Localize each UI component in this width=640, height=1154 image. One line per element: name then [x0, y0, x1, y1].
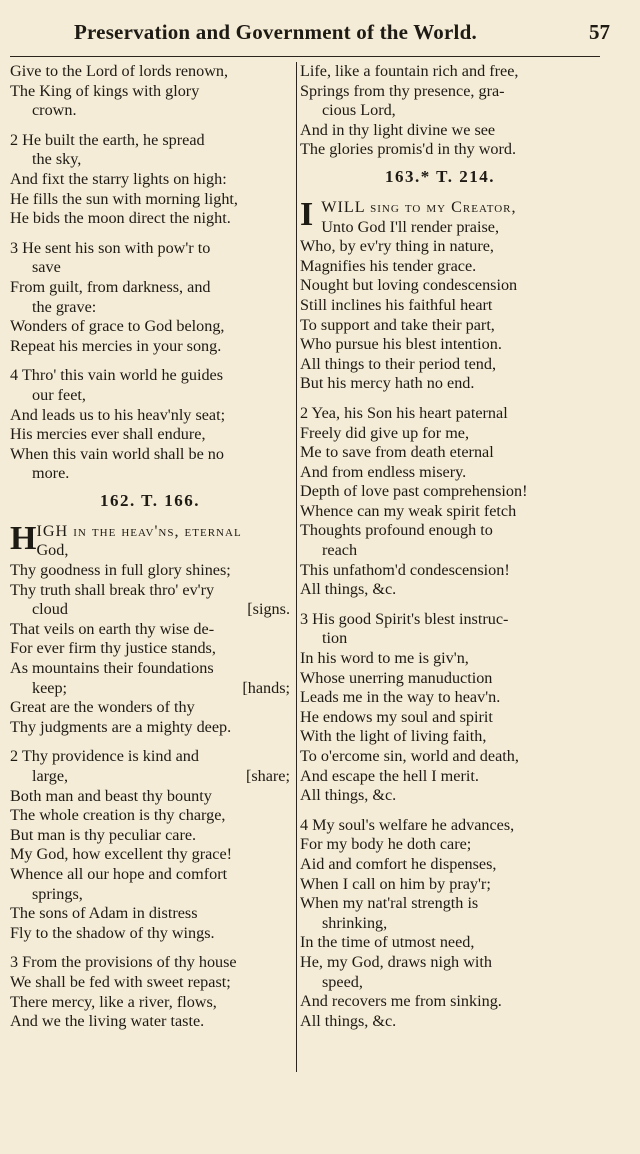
- verse-line: To support and take their part,: [300, 315, 495, 334]
- verse-line: To o'ercome sin, world and death,: [300, 747, 519, 765]
- hymn-163-stanza-2: [300, 404, 580, 600]
- verse-line: The glories promis'd in thy word.: [300, 140, 517, 159]
- verse-line: the sky,: [32, 150, 82, 169]
- verse-line: He bids the moon direct the night.: [10, 209, 231, 228]
- hymn-163-stanza-1: [300, 195, 580, 394]
- verse-line: And fixt the starry lights on high:: [10, 169, 227, 188]
- verse-line: 2 Thy providence is kind and: [10, 747, 199, 766]
- first-line-text: WILL sing to my Creator,: [321, 197, 517, 216]
- stanza-3: [10, 239, 290, 357]
- hymn-162-stanza-3: [10, 953, 290, 1031]
- verse-line: And in thy light divine we see: [300, 120, 496, 139]
- hymn-heading: 163.* T. 214.: [384, 166, 496, 186]
- verse-line: 2 He built the earth, he spread: [10, 130, 205, 149]
- verse-line: When my nat'ral strength is: [300, 894, 479, 913]
- verse-line: As mountains their foundations: [10, 659, 214, 678]
- verse-line: All things, &c.: [300, 1011, 397, 1030]
- verse-line: Still inclines his faithful heart: [300, 295, 493, 314]
- verse-line: reach: [322, 541, 358, 560]
- verse-line: But his mercy hath no end.: [300, 374, 475, 393]
- column-divider: [296, 62, 297, 1072]
- stanza-continued: [10, 62, 290, 121]
- verse-line: All things, &c.: [300, 786, 397, 805]
- drop-cap: H: [10, 519, 37, 557]
- verse-line-text: cloud: [32, 600, 68, 619]
- verse-line: The King of kings with glory: [10, 81, 200, 100]
- verse-line-text: Thy truth shall break thro' ev'ry: [10, 580, 215, 599]
- verse-line: Magnifies his tender grace.: [300, 256, 477, 275]
- verse-line: In the time of utmost need,: [300, 933, 475, 952]
- verse-line: This unfathom'd condescension!: [300, 560, 510, 579]
- verse-line: With the light of living faith,: [300, 727, 487, 746]
- verse-line: Thy goodness in full glory shines;: [10, 561, 231, 580]
- verse-line: Nought but loving condescension: [300, 276, 518, 295]
- verse-line: Great are the wonders of thy: [10, 698, 195, 717]
- verse-line: Thy judgments are a mighty deep.: [10, 717, 232, 736]
- hymn-heading: 162. T. 166.: [99, 490, 201, 510]
- verse-line: And we the living water taste.: [10, 1012, 205, 1031]
- verse-line: cious Lord,: [322, 101, 396, 120]
- verse-line: tion: [322, 629, 348, 648]
- verse-line: Both man and beast thy bounty: [10, 786, 212, 805]
- hymn-162-stanza-2: [10, 747, 290, 943]
- hymn-162-stanza-1: [10, 519, 290, 738]
- verse-line: Who, by ev'ry thing in nature,: [300, 237, 494, 256]
- verse-line: 4 My soul's welfare he advances,: [300, 815, 515, 834]
- verse-line: My God, how excellent thy grace!: [10, 845, 233, 864]
- verse-line: From guilt, from darkness, and: [10, 277, 211, 296]
- verse-line: We shall be fed with sweet repast;: [10, 972, 231, 991]
- verse-line: Whence all our hope and comfort: [10, 864, 228, 883]
- verse-line: 2 Yea, his Son his heart paternal: [300, 403, 508, 422]
- turnover-bracket: [share;: [245, 767, 290, 785]
- verse-line: Unto God I'll render praise,: [321, 217, 500, 236]
- verse-line: Freely did give up for me,: [300, 423, 470, 442]
- verse-line: Repeat his mercies in your song.: [10, 336, 222, 355]
- verse-line: shrinking,: [322, 913, 388, 932]
- verse-line: He endows my soul and spirit: [300, 707, 493, 726]
- turnover-bracket: [signs.: [247, 600, 290, 619]
- verse-line: All things to their period tend,: [300, 354, 497, 373]
- verse-line: [10, 600, 290, 620]
- verse-line: But man is thy peculiar care.: [10, 825, 197, 844]
- verse-line: He fills the sun with morning light,: [10, 189, 238, 208]
- verse-line: His mercies ever shall endure,: [10, 425, 206, 444]
- verse-line: Wonders of grace to God belong,: [10, 317, 225, 336]
- verse-line: [10, 581, 290, 601]
- stanza-4: [10, 366, 290, 484]
- verse-line: The sons of Adam in distress: [10, 904, 198, 923]
- verse-line: There mercy, like a river, flows,: [10, 992, 217, 1011]
- verse-line: For ever firm thy justice stands,: [10, 639, 216, 658]
- verse-line: [10, 767, 290, 787]
- page-header: [0, 20, 640, 50]
- verse-line: 3 He sent his son with pow'r to: [10, 238, 211, 257]
- verse-line: Leads me in the way to heav'n.: [300, 688, 501, 707]
- turnover-bracket: [hands;: [242, 678, 290, 697]
- verse-line: crown.: [32, 101, 77, 120]
- verse-line: 3 From the provisions of thy house: [10, 953, 237, 972]
- verse-line: Give to the Lord of lords renown,: [10, 62, 229, 80]
- stanza-continued: [300, 62, 580, 160]
- verse-line-text: keep;: [32, 678, 68, 697]
- stanza-2: [10, 131, 290, 229]
- header-rule: [10, 56, 600, 57]
- running-title: Preservation and Government of the World.: [74, 20, 477, 44]
- verse-line: 3 His good Spirit's blest instruc-: [300, 609, 509, 628]
- verse-line: All things, &c.: [300, 580, 397, 599]
- first-line-text: IGH in the heav'ns, eternal: [36, 521, 242, 540]
- right-column: [300, 62, 580, 1031]
- verse-line: springs,: [32, 884, 83, 903]
- left-column: [10, 62, 290, 1032]
- verse-line: And leads us to his heav'nly seat;: [10, 405, 226, 424]
- verse-line: [10, 679, 290, 699]
- verse-line: The whole creation is thy charge,: [10, 806, 226, 825]
- verse-line: Who pursue his blest intention.: [300, 335, 502, 354]
- verse-line: And recovers me from sinking.: [300, 992, 502, 1011]
- verse-line: When this vain world shall be no: [10, 444, 224, 463]
- verse-line: Whence can my weak spirit fetch: [300, 501, 517, 520]
- verse-line: God,: [36, 541, 69, 560]
- verse-line: the grave:: [32, 297, 97, 316]
- verse-line: Depth of love past comprehension!: [300, 482, 528, 501]
- verse-line-text: large,: [32, 767, 69, 785]
- verse-line: more.: [32, 464, 70, 483]
- verse-line: He, my God, draws nigh with: [300, 952, 492, 971]
- verse-line: Life, like a fountain rich and free,: [300, 62, 519, 80]
- verse-line: Whose unerring manuduction: [300, 668, 493, 687]
- hymn-163-stanza-4: [300, 816, 580, 1032]
- drop-cap: I: [300, 195, 314, 233]
- verse-line: Springs from thy presence, gra-: [300, 81, 505, 100]
- verse-line: In his word to me is giv'n,: [300, 649, 469, 668]
- verse-line: And from endless misery.: [300, 462, 467, 481]
- verse-line: Me to save from death eternal: [300, 443, 494, 462]
- verse-line: Thoughts profound enough to: [300, 521, 493, 540]
- verse-line: Fly to the shadow of thy wings.: [10, 923, 215, 942]
- verse-line: save: [32, 258, 61, 277]
- verse-line: That veils on earth thy wise de-: [10, 619, 215, 638]
- verse-line: And escape the hell I merit.: [300, 766, 479, 785]
- verse-line: Aid and comfort he dispenses,: [300, 854, 497, 873]
- verse-line: For my body he doth care;: [300, 835, 472, 854]
- verse-line: 4 Thro' this vain world he guides: [10, 366, 224, 385]
- verse-line: speed,: [322, 972, 363, 991]
- page-number: 57: [589, 20, 610, 44]
- hymn-163-stanza-3: [300, 610, 580, 806]
- verse-line: When I call on him by pray'r;: [300, 874, 491, 893]
- verse-line: our feet,: [32, 385, 86, 404]
